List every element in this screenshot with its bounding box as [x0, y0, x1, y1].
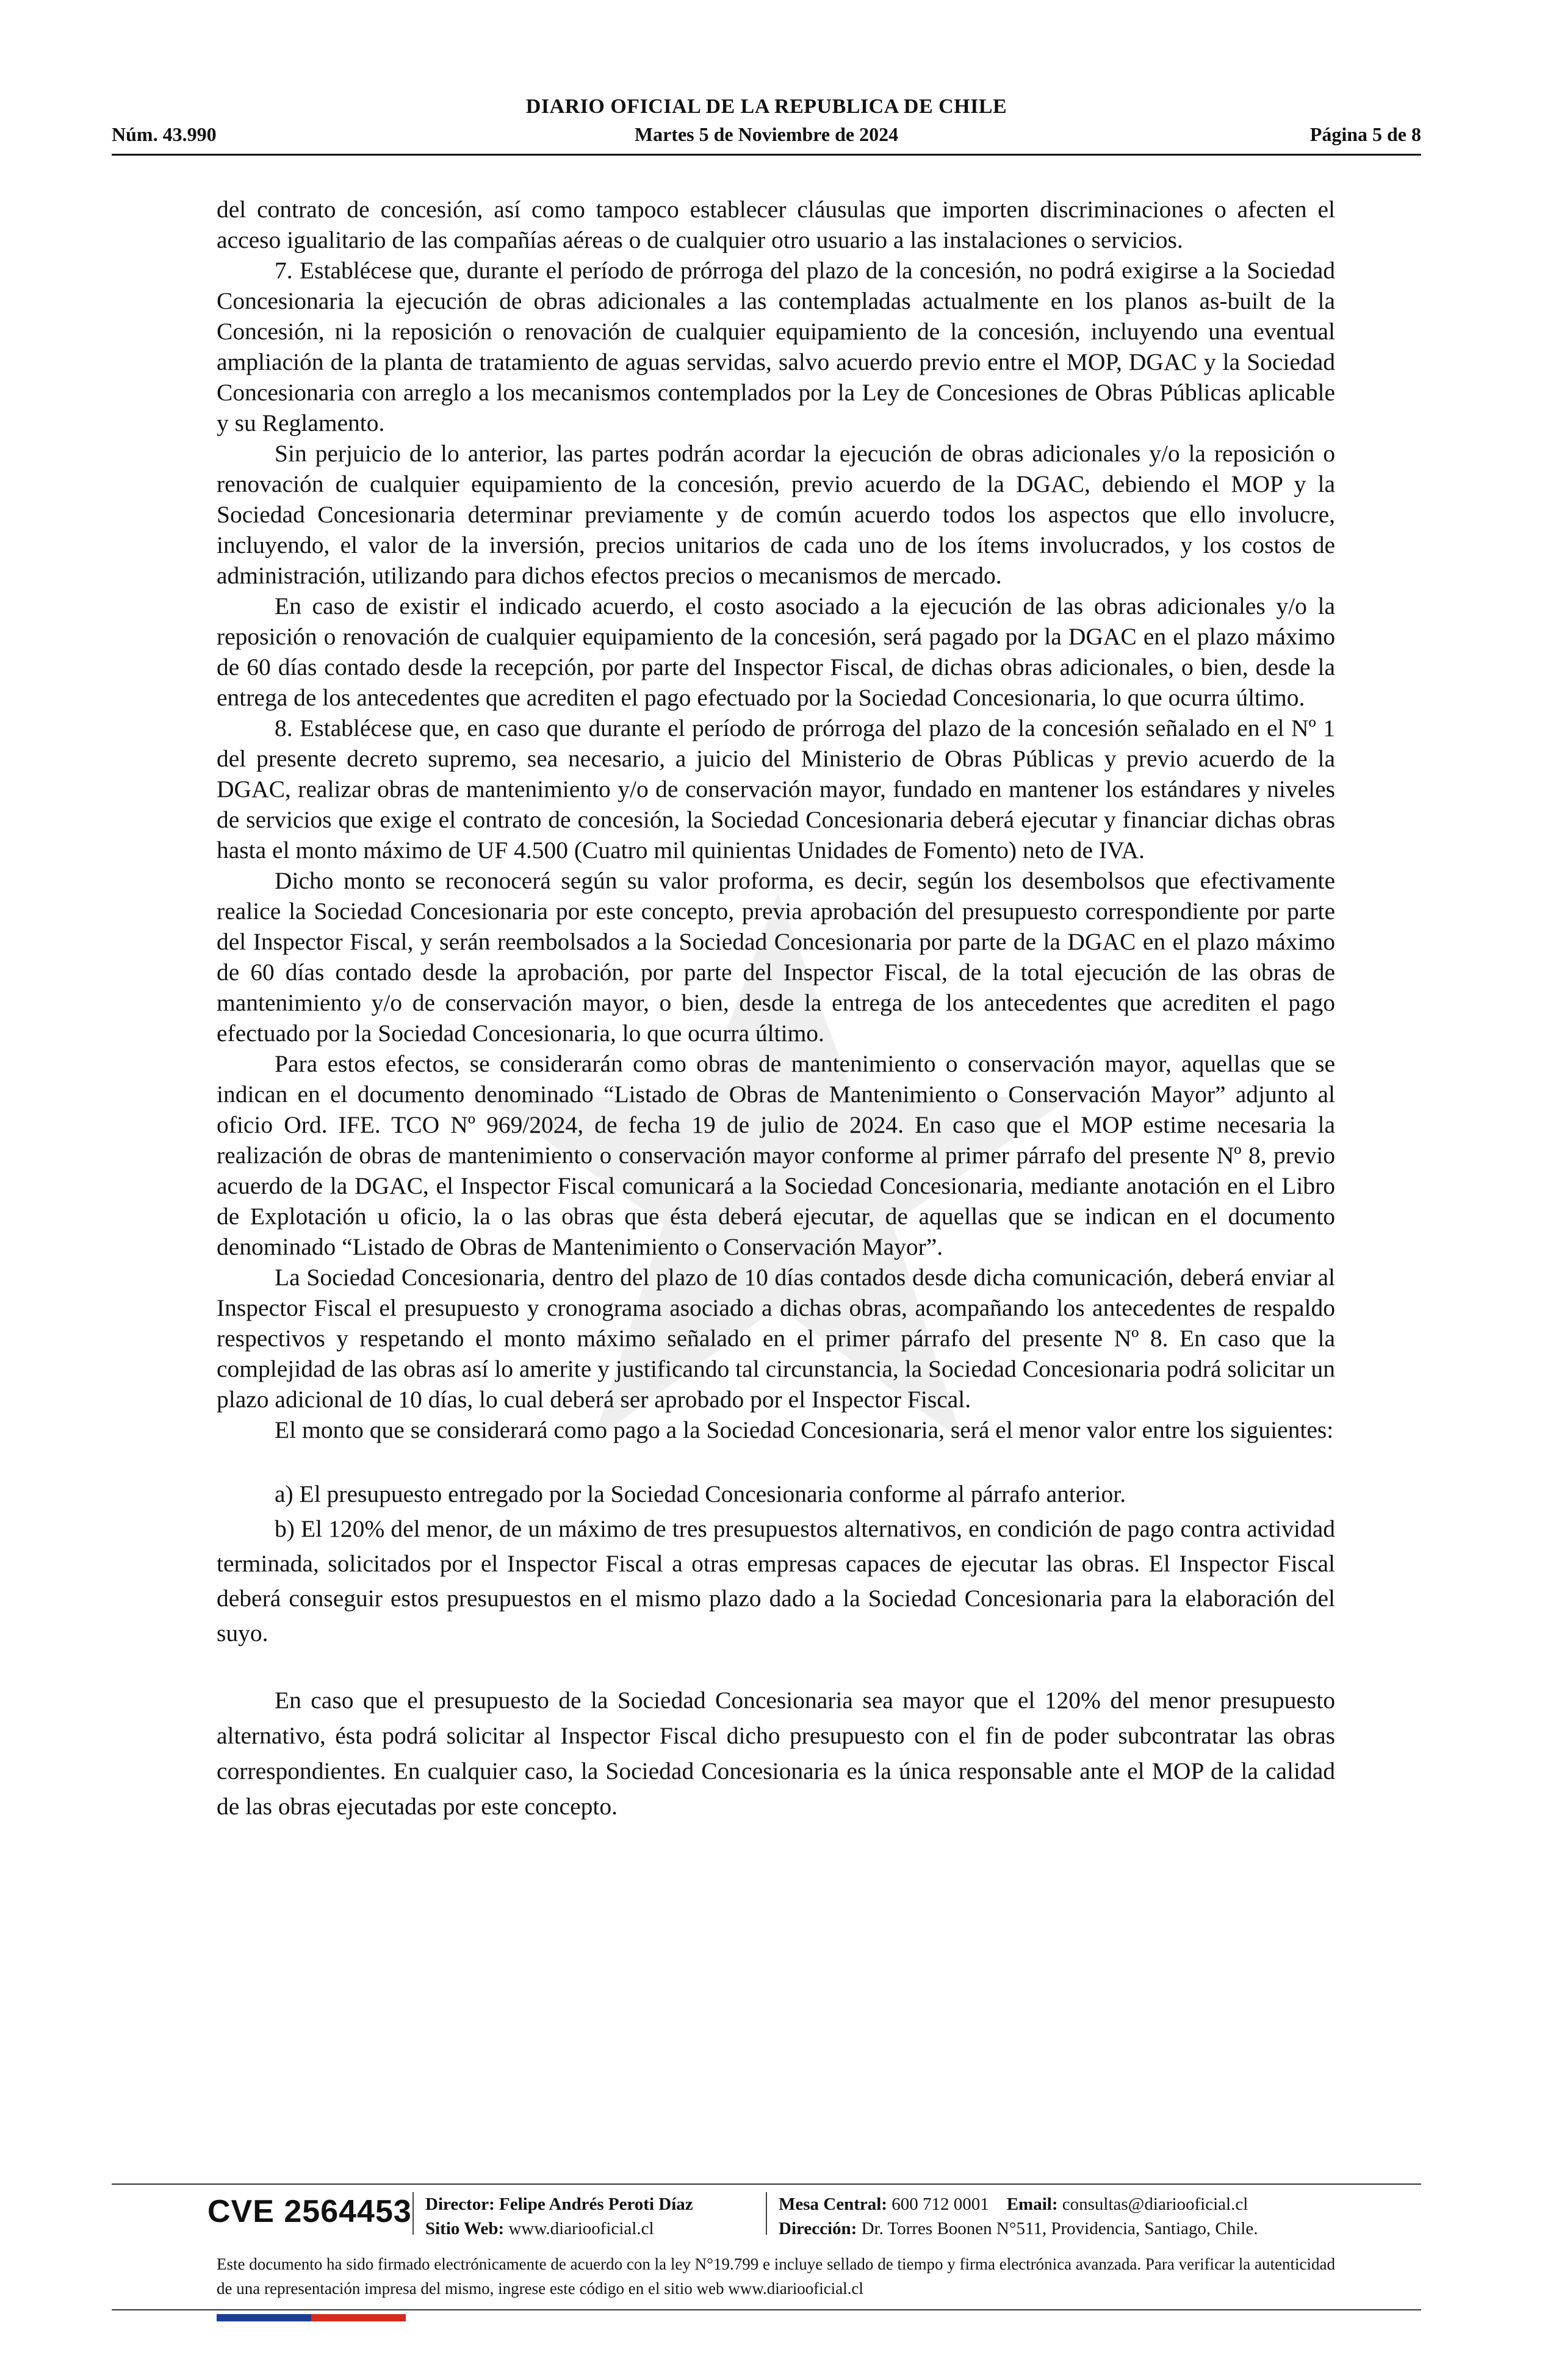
mesa-label: Mesa Central:	[779, 2194, 887, 2214]
email-label: Email:	[1006, 2194, 1058, 2214]
flag-color-bar	[217, 2314, 406, 2321]
footer-divider	[112, 2183, 1421, 2185]
paragraph: Dicho monto se reconocerá según su valor proforma, es decir, según los desembolsos que efectivamente realice la Sociedad Concesionaria por este concepto, previa aprobación del presupuesto correspondiente por parte del Inspector Fiscal, y serán reembolsados a la Sociedad Concesionaria por parte de la DGAC en el plazo máximo de 60 días contado desde la aprobación, por parte del Inspector Fiscal, de la total ejecución de las obras de mantenimiento y/o de conservación mayor, o bien, desde la entrega de los antecedentes que acrediten el pago efectuado por la Sociedad Concesionaria, lo que ocurra último.	[217, 867, 1335, 1047]
address-label: Dirección:	[779, 2219, 857, 2238]
closing-section	[217, 1682, 1335, 1824]
closing-paragraph: En caso que el presupuesto de la Sociedad Concesionaria sea mayor que el 120% del menor presupuesto alternativo, ésta podrá solicitar al Inspector Fiscal dicho presupuesto con el fin de poder subcontratar las obras correspondientes. En cualquier caso, la Sociedad Concesionaria es la única responsable ante el MOP de la calidad de las obras ejecutadas por este concepto.	[217, 1687, 1335, 1820]
site-link[interactable]: www.diariooficial.cl	[508, 2219, 654, 2238]
director-label: Director:	[425, 2194, 495, 2214]
paragraph: En caso de existir el indicado acuerdo, el costo asociado a la ejecución de las obras adicionales y/o la reposición o renovación de cualquier equipamiento de la concesión, será pagado por la DGAC en el plazo máximo de 60 días contado desde la recepción, por parte del Inspector Fiscal, de dichas obras adicionales, o bien, desde la entrega de los antecedentes que acrediten el pago efectuado por la Sociedad Concesionaria, lo que ocurra último.	[217, 593, 1335, 711]
header-divider	[112, 154, 1421, 156]
email-link[interactable]: consultas@diariooficial.cl	[1062, 2194, 1248, 2214]
footer-director-block	[425, 2192, 693, 2241]
list-item: a) El presupuesto entregado por la Sociedad Concesionaria conforme al párrafo anterior.	[275, 1480, 1126, 1507]
paragraph: del contrato de concesión, así como tampoco establecer cláusulas que importen discriminaciones o afecten el acceso igualitario de las compañías aéreas o de cualquier otro usuario a las instalaciones o servicios.	[217, 196, 1335, 253]
paragraph: 7. Establécese que, durante el período de prórroga del plazo de la concesión, no podrá exigirse a la Sociedad Concesionaria la ejecución de obras adicionales a las contempladas actualmente en los planos as-built de la Concesión, ni la reposición o renovación de cualquier equipamiento de la concesión, incluyendo una eventual ampliación de la planta de tratamiento de aguas servidas, salvo acuerdo previo entre el MOP, DGAC y la Sociedad Concesionaria con arreglo a los mecanismos contemplados por la Ley de Concesiones de Obras Públicas aplicable y su Reglamento.	[217, 257, 1335, 436]
options-list	[217, 1477, 1335, 1651]
gazette-title: DIARIO OFICIAL DE LA REPUBLICA DE CHILE	[525, 95, 1007, 118]
paragraph: El monto que se considerará como pago a la Sociedad Concesionaria, será el menor valor entre los siguientes:	[275, 1416, 1334, 1443]
spacer	[217, 1445, 1335, 1477]
paragraph: La Sociedad Concesionaria, dentro del plazo de 10 días contados desde dicha comunicación, deberá enviar al Inspector Fiscal el presupuesto y cronograma asociado a dichas obras, acompañando los antecedentes de respaldo respectivos y respetando el monto máximo señalado en el primer párrafo del presente Nº 8. En caso que la complejidad de las obras así lo amerite y justificando tal circunstancia, la Sociedad Concesionaria podrá solicitar un plazo adicional de 10 días, lo cual deberá ser aprobado por el Inspector Fiscal.	[217, 1264, 1335, 1413]
paragraph: 8. Establécese que, en caso que durante el período de prórroga del plazo de la concesión señalado en el Nº 1 del presente decreto supremo, sea necesario, a juicio del Ministerio de Obras Públicas y previo acuerdo de la DGAC, realizar obras de mantenimiento y/o de conservación mayor, fundado en mantener los estándares y niveles de servicios que exige el contrato de concesión, la Sociedad Concesionaria deberá ejecutar y financiar dichas obras hasta el monto máximo de UF 4.500 (Cuatro mil quinientas Unidades de Fomento) neto de IVA.	[217, 715, 1335, 864]
address-value: Dr. Torres Boonen N°511, Providencia, Santiago, Chile.	[861, 2219, 1258, 2238]
page-header	[112, 92, 1421, 159]
mesa-phone: 600 712 0001	[891, 2194, 989, 2214]
cve-code: CVE 2564453	[207, 2194, 412, 2229]
footer-contact-block	[779, 2192, 1258, 2241]
list-item: b) El 120% del menor, de un máximo de tres presupuestos alternativos, en condición de pago contra actividad terminada, solicitados por el Inspector Fiscal a otras empresas capaces de ejecutar las obras. El Inspector Fiscal deberá conseguir estos presupuestos en el mismo plazo dado a la Sociedad Concesionaria para la elaboración del suyo.	[217, 1515, 1335, 1646]
paragraph: Sin perjuicio de lo anterior, las partes podrán acordar la ejecución de obras adicionales y/o la reposición o renovación de cualquier equipamiento de la concesión, previo acuerdo de la DGAC, debiendo el MOP y la Sociedad Concesionaria determinar previamente y de común acuerdo todos los aspectos que ello involucre, incluyendo, el valor de la inversión, precios unitarios de cada uno de los ítems involucrados, y los costos de administración, utilizando para dichos efectos precios o mecanismos de mercado.	[217, 440, 1335, 589]
footer-divider-bottom	[112, 2309, 1421, 2310]
issue-number: Núm. 43.990	[112, 123, 217, 145]
director-name: Felipe Andrés Peroti Díaz	[499, 2194, 693, 2214]
footer-separator	[766, 2192, 767, 2235]
footer-separator	[412, 2192, 414, 2235]
paragraph: Para estos efectos, se considerarán como obras de mantenimiento o conservación mayor, aquellas que se indican en el documento denominado “Listado de Obras de Mantenimiento o Conservación Mayor” adjunto al oficio Ord. IFE. TCO Nº 969/2024, de fecha 19 de julio de 2024. En caso que el MOP estime necesaria la realización de obras de mantenimiento o conservación mayor conforme al primer párrafo del presente Nº 8, previo acuerdo de la DGAC, el Inspector Fiscal comunicará a la Sociedad Concesionaria, mediante anotación en el Libro de Explotación u oficio, la o las obras que ésta deberá ejecutar, de aquellas que se indican en el documento denominado “Listado de Obras de Mantenimiento o Conservación Mayor”.	[217, 1050, 1335, 1260]
signature-disclaimer: Este documento ha sido firmado electrónicamente de acuerdo con la ley N°19.799 e incluye sellado de tiempo y firma electrónica avanzada. Para verificar la autenticidad de una representación impresa del mismo, ingrese este código en el sitio web www.diariooficial.cl	[217, 2255, 1335, 2298]
page-indicator: Página 5 de 8	[1309, 123, 1421, 145]
issue-date: Martes 5 de Noviembre de 2024	[634, 123, 899, 145]
flag-blue-segment	[217, 2314, 311, 2321]
site-label: Sitio Web:	[425, 2219, 505, 2238]
document-body	[217, 194, 1335, 1824]
spacer	[217, 1651, 1335, 1682]
flag-red-segment	[311, 2314, 406, 2321]
